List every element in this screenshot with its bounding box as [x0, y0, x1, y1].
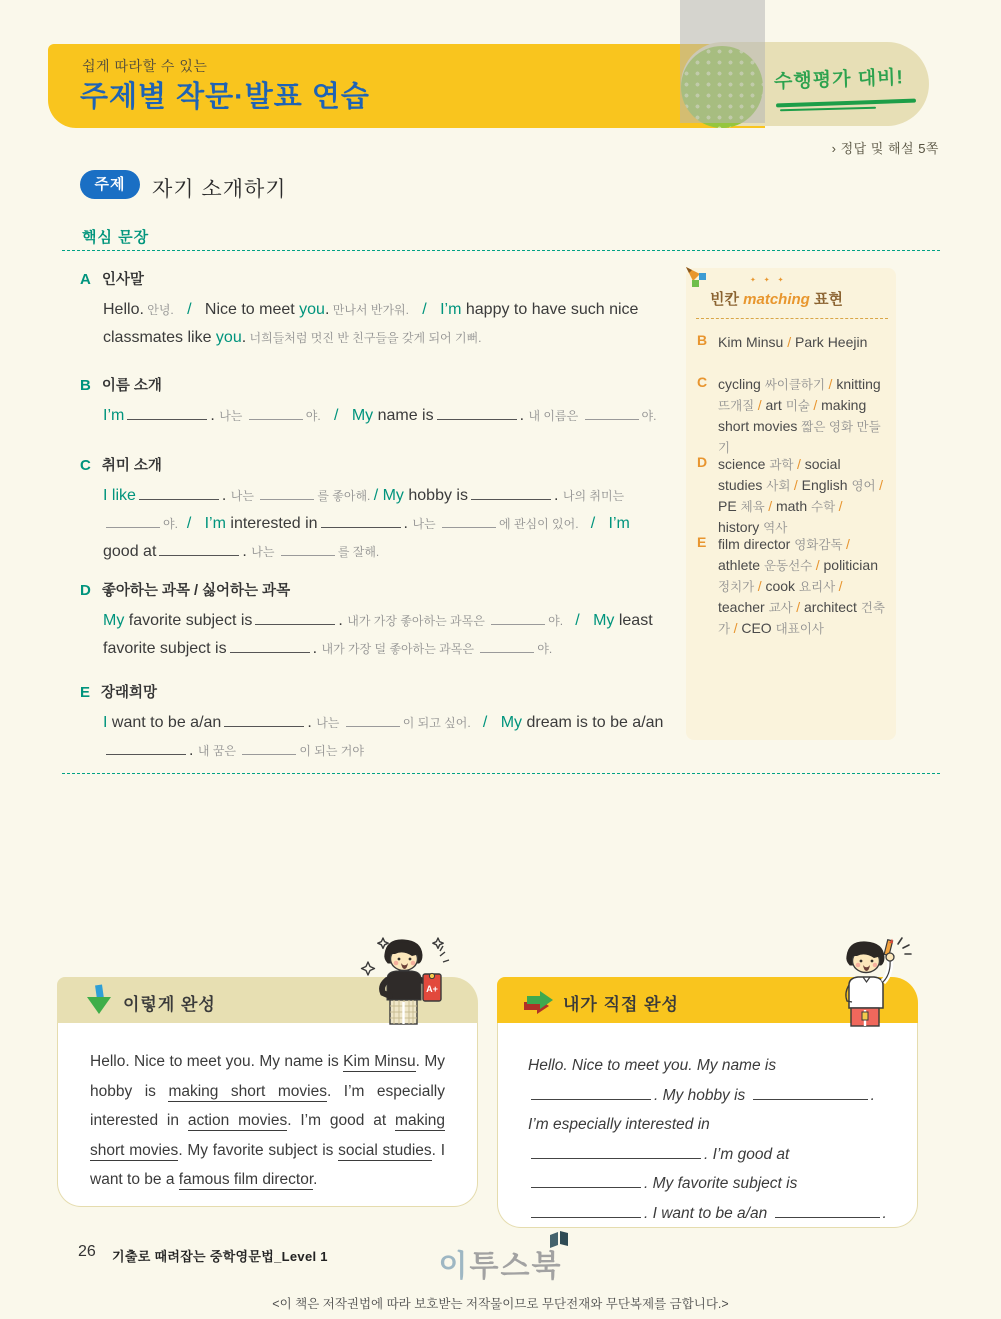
- dashed-divider-matching: [696, 318, 888, 319]
- matching-letter: C: [697, 374, 708, 390]
- section-title: 인사말: [101, 272, 144, 288]
- student-character-pencil: [820, 930, 914, 1028]
- answer-page-reference: › 정답 및 해설 5쪽: [831, 141, 939, 156]
- section-name: [80, 374, 665, 430]
- section-hobby: [80, 454, 665, 566]
- practice-box-heading: 내가 직접 완성: [563, 995, 679, 1014]
- section-sentences: I want to be a/an . 나는 이 되고 싶어. / My dream is to be a/an. 내 꿈은 이 되는 거야: [103, 714, 664, 759]
- matching-item-c: [697, 374, 885, 458]
- matching-letter: D: [697, 454, 708, 470]
- topic-title: 자기 소개하기: [152, 178, 287, 201]
- dashed-divider-middle: [62, 773, 940, 774]
- key-sentences-heading: 핵심 문장: [82, 229, 150, 246]
- matching-text: film director 영화감독 / athlete 운동선수 / politician 정치가 / cook 요리사 / teacher 교사 / architect 건축가 / CEO 대표이사: [718, 536, 885, 636]
- matching-expressions-panel: [686, 268, 896, 740]
- down-arrow-icon: [83, 984, 115, 1018]
- section-sentences: I like . 나는 를 좋아해. / My hobby is . 나의 취미는 야. / I’m interested in . 나는 에 관심이 있어. / I’m good at . 나는 를 잘해.: [103, 487, 635, 560]
- example-box-heading: 이렇게 완성: [123, 995, 216, 1014]
- publisher-logo: [0, 1241, 1001, 1285]
- copyright-notice: <이 책은 저작권법에 따라 보호받는 저작물이므로 무단전재와 무단복제를 금합니다.>: [272, 1297, 729, 1311]
- section-title: 이름 소개: [101, 378, 162, 394]
- performance-test-stamp: 수행평가 대비!: [773, 67, 905, 93]
- matching-title-mid: matching: [743, 291, 810, 308]
- page-title: 주제별 작문·발표 연습: [80, 81, 370, 113]
- example-paragraph: Hello. Nice to meet you. My name is Kim Minsu. My hobby is making short movies. I’m especially interested in action movies. I’m good at making short movies. My favorite subject is social studies. I want to be a famous film director.: [90, 1053, 446, 1188]
- pencil-icon: [682, 264, 710, 292]
- publisher-logo-text: [439, 1241, 563, 1285]
- practice-paragraph: Hello. Nice to meet you. My name is . My hobby is . I’m especially interested in . I’m good at . My favorite subject is . I want to be a/an .: [528, 1057, 887, 1222]
- sparkle-decoration: ✦ ✦ ✦: [750, 277, 787, 284]
- section-sentences: I’m . 나는 야. / My name is . 내 이름은 야.: [103, 407, 657, 424]
- matching-item-e: [697, 534, 885, 639]
- bookmark-tab: [680, 0, 765, 123]
- logo-part-2: 투스북: [469, 1250, 563, 1283]
- section-dream: [80, 681, 665, 765]
- matching-title-post: 표현: [809, 291, 843, 308]
- section-letter: B: [80, 377, 91, 394]
- matching-title-pre: 빈칸: [710, 291, 744, 308]
- section-title: 장래희망: [101, 685, 158, 701]
- topic-badge: 주제: [80, 170, 140, 199]
- section-subjects: [80, 579, 665, 663]
- section-title: 좋아하는 과목 / 싫어하는 과목: [101, 583, 291, 599]
- section-sentences: Hello. 안녕. / Nice to meet you. 만나서 반가워. / I’m happy to have such nice classmates like you. 너희들처럼 멋진 반 친구들을 갖게 되어 기뻐.: [103, 301, 643, 346]
- page-number: 26: [78, 1243, 96, 1260]
- book-icon: [548, 1231, 570, 1249]
- dashed-divider-top: [62, 250, 940, 251]
- matching-letter: E: [697, 534, 707, 550]
- matching-panel-title: [710, 288, 843, 309]
- section-letter: E: [80, 684, 91, 701]
- practice-box-body: [497, 1023, 918, 1228]
- section-sentences: My favorite subject is . 내가 가장 좋아하는 과목은 야. / My least favorite subject is . 내가 가장 덜 좋아하는 과목은 야.: [103, 612, 658, 657]
- matching-letter: B: [697, 332, 708, 348]
- matching-text: cycling 싸이클하기 / knitting 뜨개질 / art 미술 / making short movies 짧은 영화 만들기: [718, 376, 885, 455]
- section-greeting: [80, 268, 665, 352]
- matching-item-b: [697, 332, 885, 352]
- header-banner: [48, 44, 765, 128]
- matching-text: Kim Minsu / Park Heejin: [718, 334, 868, 350]
- svg-text:A+: A+: [426, 984, 438, 994]
- section-letter: C: [80, 457, 91, 474]
- student-character-a-plus-card: [356, 930, 450, 1026]
- matching-item-d: [697, 454, 885, 538]
- header-tagline: 쉽게 따라할 수 있는: [82, 58, 208, 74]
- example-box-body: [57, 1023, 478, 1207]
- logo-part-1: 이: [438, 1250, 470, 1283]
- section-letter: D: [80, 582, 91, 599]
- section-title: 취미 소개: [101, 458, 162, 474]
- matching-text: science 과학 / social studies 사회 / English 영어 / PE 체육 / math 수학 / history 역사: [718, 456, 887, 535]
- section-letter: A: [80, 271, 91, 288]
- book-title: 기출로 때려잡는 중학영문법_Level 1: [112, 1249, 328, 1264]
- right-arrow-icon: [523, 984, 561, 1016]
